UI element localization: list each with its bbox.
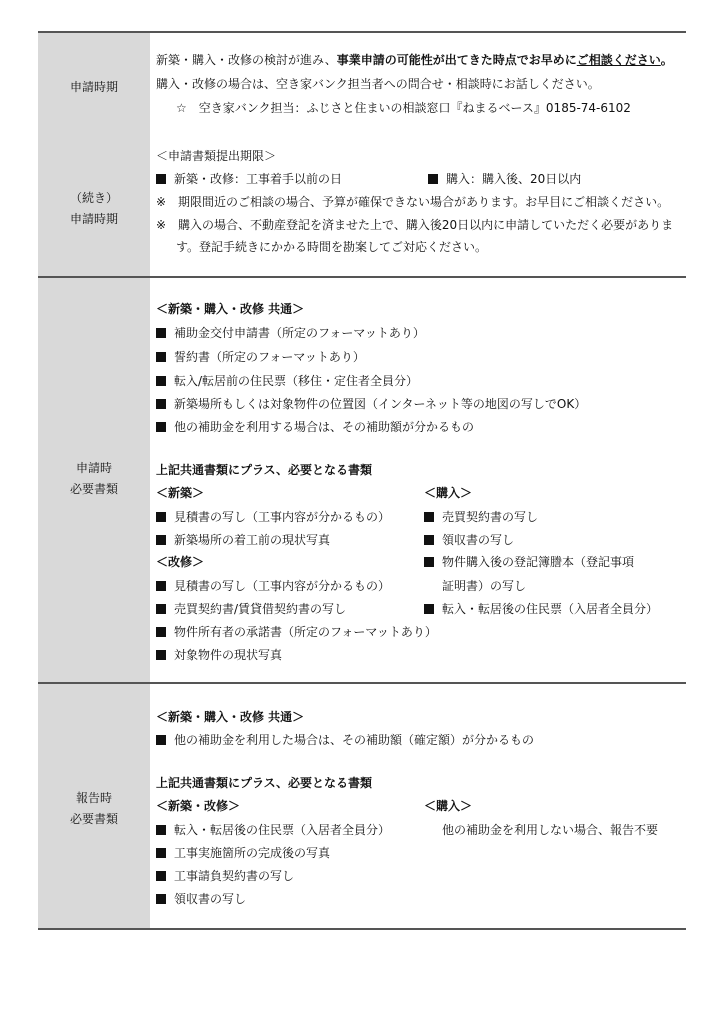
deadline-new-reno-text: 新築・改修：工事着手以前の日 — [174, 172, 343, 186]
list-item — [156, 599, 346, 619]
continued-label-line1: （続き） — [69, 191, 118, 205]
bottom-rule — [38, 928, 686, 930]
list-item-text: 転入・転居後の住民票（入居者全員分） — [174, 823, 391, 837]
square-bullet-icon — [156, 535, 166, 545]
list-item — [156, 843, 330, 863]
list-item-text: 補助金交付申請書（所定のフォーマットあり） — [174, 326, 425, 340]
list-item-text: 工事実施箇所の完成後の写真 — [174, 846, 331, 860]
list-item-text: 他の補助金を利用する場合は、その補助額が分かるもの — [174, 420, 475, 434]
continued-label-line2: 申請時期 — [69, 212, 118, 226]
list-item — [156, 889, 246, 909]
square-bullet-icon — [156, 627, 166, 637]
deadline-new-reno — [156, 169, 342, 189]
akiya-bank-contact: ☆ 空き家バンク担当：ふじさと住まいの相談窓口『ねまるベース』0185-74-6102 — [176, 101, 631, 115]
list-item — [156, 530, 330, 550]
square-bullet-icon — [156, 399, 166, 409]
timing-line1 — [156, 50, 673, 70]
list-item — [156, 347, 365, 367]
list-item-text: 売買契約書の写し — [442, 510, 539, 524]
timing-line1-end: 。 — [660, 53, 673, 67]
list-item-continuation: 証明書）の写し — [442, 579, 527, 593]
timing-line2: 購入・改修の場合は、空き家バンク担当者への問合せ・相談時にお話しください。 — [156, 77, 600, 91]
list-item — [156, 866, 294, 886]
list-item — [156, 622, 437, 642]
list-item-text: 売買契約書/賃貸借契約書の写し — [174, 602, 347, 616]
list-item — [156, 394, 586, 414]
list-item-text: 新築場所の着工前の現状写真 — [174, 533, 331, 547]
app-plus-heading: 上記共通書類にプラス、必要となる書類 — [156, 463, 373, 477]
square-bullet-icon — [156, 650, 166, 660]
square-bullet-icon — [156, 352, 166, 362]
square-bullet-icon — [428, 174, 438, 184]
square-bullet-icon — [156, 735, 166, 745]
list-item — [156, 730, 534, 750]
square-bullet-icon — [156, 871, 166, 881]
square-bullet-icon — [156, 174, 166, 184]
deadline-note1: ※ 期限間近のご相談の場合、予算が確保できない場合があります。お早目にご相談ください。 — [156, 195, 670, 209]
timing-continued-label — [38, 188, 150, 230]
list-item-text: 工事請負契約書の写し — [174, 869, 295, 883]
report-docs-label-line2: 必要書類 — [69, 812, 118, 826]
list-item-text: 転入・転居後の住民票（入居者全員分） — [442, 602, 659, 616]
timing-line1-pre: 新築・購入・改修の検討が進み、 — [156, 53, 337, 67]
list-item — [156, 371, 418, 391]
deadline-note2b: す。登記手続きにかかる時間を勘案してご対応ください。 — [176, 240, 488, 254]
app-buy-heading: ＜購入＞ — [424, 486, 473, 500]
report-buy-text: 他の補助金を利用しない場合、報告不要 — [442, 823, 659, 837]
app-new-heading: ＜新築＞ — [156, 486, 205, 500]
list-item-text: 見積書の写し（工事内容が分かるもの） — [174, 510, 391, 524]
square-bullet-icon — [156, 376, 166, 386]
list-item-text: 物件所有者の承諾書（所定のフォーマットあり） — [174, 625, 437, 639]
report-common-heading: ＜新築・購入・改修 共通＞ — [156, 710, 305, 724]
list-item — [424, 530, 514, 550]
square-bullet-icon — [156, 825, 166, 835]
list-item-text: 転入/転居前の住民票（移住・定住者全員分） — [174, 374, 419, 388]
timing-label-column — [38, 33, 150, 276]
list-item-text: 見積書の写し（工事内容が分かるもの） — [174, 579, 391, 593]
list-item — [156, 417, 474, 437]
application-docs-section — [38, 278, 686, 682]
list-item — [156, 323, 425, 343]
list-item — [424, 507, 538, 527]
list-item — [424, 552, 634, 572]
report-plus-heading: 上記共通書類にプラス、必要となる書類 — [156, 776, 373, 790]
timing-line1-underlined: ご相談ください — [576, 53, 661, 67]
list-item — [156, 507, 390, 527]
deadline-note2a: ※ 購入の場合、不動産登記を済ませた上で、購入後20日以内に申請していただく必要がありま — [156, 218, 674, 232]
list-item-text: 他の補助金を利用した場合は、その補助額（確定額）が分かるもの — [174, 733, 535, 747]
list-item-text: 誓約書（所定のフォーマットあり） — [174, 350, 365, 364]
list-item — [156, 645, 282, 665]
square-bullet-icon — [156, 604, 166, 614]
square-bullet-icon — [424, 512, 434, 522]
timing-label: 申請時期 — [69, 80, 118, 94]
list-item — [156, 820, 390, 840]
square-bullet-icon — [424, 604, 434, 614]
app-reno-heading: ＜改修＞ — [156, 555, 205, 569]
list-item-text: 対象物件の現状写真 — [174, 648, 283, 662]
square-bullet-icon — [156, 848, 166, 858]
square-bullet-icon — [156, 581, 166, 591]
square-bullet-icon — [156, 512, 166, 522]
list-item-text: 新築場所もしくは対象物件の位置図（インターネット等の地図の写しでOK） — [174, 397, 587, 411]
list-item — [424, 599, 658, 619]
list-item-text: 領収書の写し — [174, 892, 247, 906]
application-docs-label — [38, 458, 150, 500]
deadline-purchase — [428, 169, 581, 189]
report-buy-heading: ＜購入＞ — [424, 799, 473, 813]
deadline-heading: ＜申請書類提出期限＞ — [156, 149, 277, 163]
square-bullet-icon — [424, 557, 434, 567]
report-newreno-heading: ＜新築・改修＞ — [156, 799, 241, 813]
deadline-purchase-text: 購入：購入後、20日以内 — [446, 172, 582, 186]
list-item — [156, 576, 390, 596]
square-bullet-icon — [156, 894, 166, 904]
square-bullet-icon — [156, 328, 166, 338]
report-docs-label-line1: 報告時 — [75, 791, 112, 805]
list-item-text: 物件購入後の登記簿謄本（登記事項 — [442, 555, 635, 569]
timing-line1-bold: 事業申請の可能性が出てきた時点でお早めに — [336, 53, 577, 67]
square-bullet-icon — [156, 422, 166, 432]
report-docs-label — [38, 788, 150, 830]
report-docs-section — [38, 684, 686, 928]
application-docs-label-line1: 申請時 — [75, 461, 112, 475]
list-item-text: 領収書の写し — [442, 533, 515, 547]
timing-section — [38, 33, 686, 276]
square-bullet-icon — [424, 535, 434, 545]
app-common-heading: ＜新築・購入・改修 共通＞ — [156, 302, 305, 316]
application-docs-label-line2: 必要書類 — [69, 482, 118, 496]
